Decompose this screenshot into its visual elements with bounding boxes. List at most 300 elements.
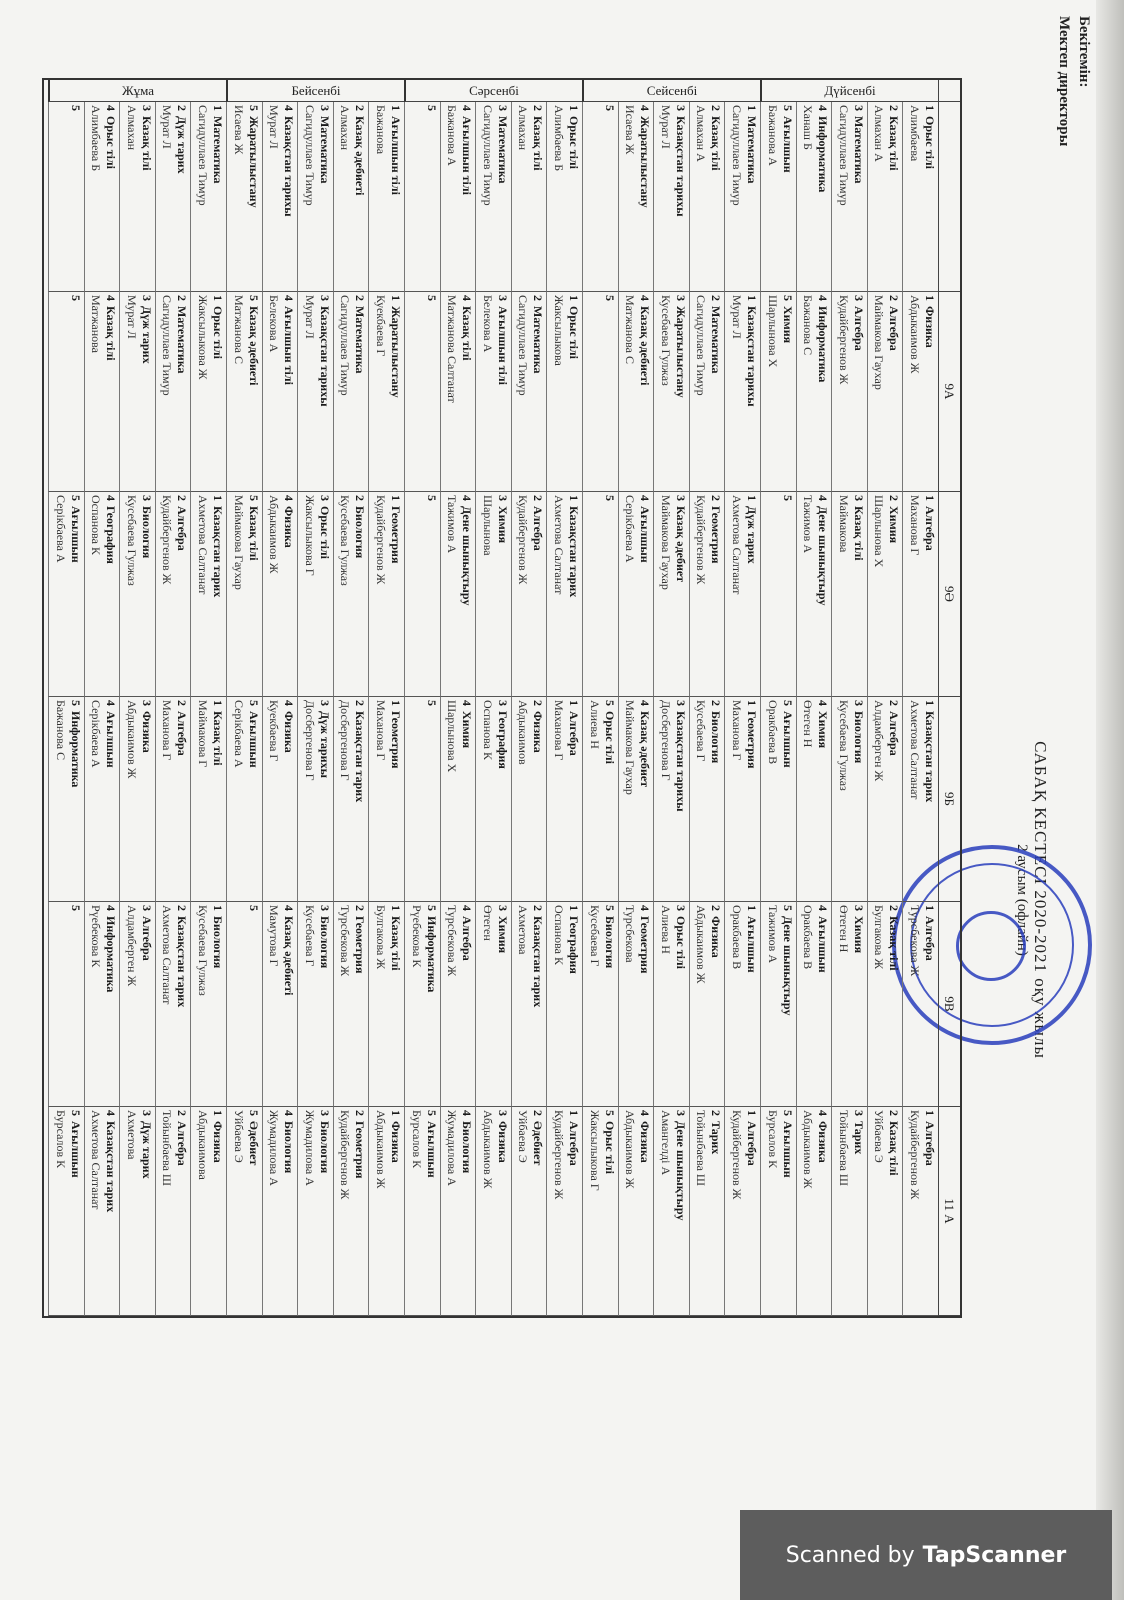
lesson-number: 2 xyxy=(531,105,546,111)
lesson-number: 5 xyxy=(780,295,795,301)
lesson-cell xyxy=(902,492,938,697)
lesson-cell xyxy=(475,292,511,492)
lesson-number: 4 xyxy=(104,495,119,501)
lesson-cell xyxy=(760,697,796,902)
lesson-number: 4 xyxy=(282,495,297,501)
lesson-subject xyxy=(744,1110,759,1312)
lesson-subject xyxy=(744,700,759,898)
teacher-name: Мурат Л xyxy=(302,295,317,339)
teacher-name: Алдамберген Ж xyxy=(872,700,887,782)
subject-name: Ағылшын тілі xyxy=(282,306,297,385)
subject-name: Казақ әдебиеті xyxy=(246,306,261,386)
subject-name: Казақ тілі xyxy=(246,506,261,561)
lesson-cell xyxy=(48,292,84,492)
lesson-subject xyxy=(352,1110,367,1312)
subject-name: Ағылшын xyxy=(104,711,119,768)
lesson-cell xyxy=(262,902,298,1107)
lesson-subject xyxy=(424,1110,439,1312)
subject-name: Химия xyxy=(851,916,866,954)
subject-name: Физика xyxy=(211,1121,225,1163)
lesson-subject xyxy=(174,495,189,693)
teacher-name: Серікбаева А xyxy=(231,700,246,768)
teacher-name: Ахметова xyxy=(516,905,531,955)
lesson-number: 2 xyxy=(887,105,902,111)
lesson-number: 2 xyxy=(353,295,368,301)
teacher-name: Рүебекова К xyxy=(89,905,104,968)
lesson-number: 2 xyxy=(709,700,724,706)
lesson-number: 1 xyxy=(567,105,581,111)
subject-name: Ағылшын xyxy=(780,1121,795,1178)
teacher-name: Абдыкаимов xyxy=(516,700,531,765)
scanner-brand: TapScanner xyxy=(922,1542,1067,1568)
lesson-subject xyxy=(139,1110,154,1312)
subject-name: Орыс тілі xyxy=(211,306,225,359)
teacher-name: Матжанова С xyxy=(623,295,638,364)
lesson-subject xyxy=(602,495,617,693)
subject-name: Ағылшын xyxy=(638,506,653,563)
lesson-subject xyxy=(459,295,474,488)
lesson-cell xyxy=(368,902,404,1107)
lesson-subject xyxy=(246,1110,261,1312)
lesson-number: 5 xyxy=(602,700,617,706)
subject-name: Тарих xyxy=(851,1121,866,1155)
lesson-subject xyxy=(424,905,439,1103)
lesson-subject xyxy=(815,1110,830,1312)
lesson-subject xyxy=(174,105,189,288)
teacher-name: Алмахан xyxy=(124,105,139,151)
lesson-cell xyxy=(262,292,298,492)
teacher-name: Жаксылыкова Ж xyxy=(196,295,210,380)
teacher-name: Алдамберген Ж xyxy=(124,905,139,987)
teacher-name: Куекбаева Г xyxy=(267,700,282,762)
lesson-cell xyxy=(297,902,333,1107)
teacher-name: Кудайбергенов Ж xyxy=(730,1110,744,1200)
subject-name: Математика xyxy=(531,306,546,374)
subject-name: Физика xyxy=(638,1121,653,1163)
subject-name: Алгебра xyxy=(175,506,190,551)
lesson-cell xyxy=(48,697,84,902)
lesson-cell xyxy=(796,902,832,1107)
subject-name: Биология xyxy=(353,506,368,559)
subject-name: Физика xyxy=(923,306,937,348)
subject-name: Тарих xyxy=(709,1121,724,1155)
lesson-cell xyxy=(689,492,725,697)
lesson-subject xyxy=(103,905,118,1103)
lesson-number: 1 xyxy=(745,295,759,301)
lesson-cell xyxy=(440,902,476,1107)
lesson-subject xyxy=(459,1110,474,1312)
teacher-name: Досбергенова Г xyxy=(302,700,317,781)
lesson-subject xyxy=(281,105,296,288)
lesson-number: 5 xyxy=(424,700,439,706)
teacher-name: Уйбаева Э xyxy=(872,1110,887,1163)
lesson-number: 4 xyxy=(460,295,475,301)
lesson-number: 5 xyxy=(424,105,439,111)
lesson-subject xyxy=(68,495,83,693)
lesson-subject xyxy=(210,295,225,488)
lesson-subject xyxy=(530,1110,545,1312)
lesson-cell xyxy=(689,1107,725,1316)
lesson-cell xyxy=(582,292,618,492)
lesson-cell xyxy=(155,292,191,492)
subject-name: Ағылшын тілі xyxy=(389,116,403,195)
lesson-subject xyxy=(68,905,83,1103)
lesson-subject xyxy=(495,295,510,488)
lesson-number: 5 xyxy=(602,495,617,501)
teacher-name: Кудайбергенов Ж xyxy=(160,495,175,585)
lesson-cell xyxy=(368,492,404,697)
lesson-cell xyxy=(760,292,796,492)
lesson-subject xyxy=(780,700,795,898)
lesson-number: 4 xyxy=(816,1110,831,1116)
lesson-cell xyxy=(618,697,654,902)
lesson-subject xyxy=(673,105,688,288)
lesson-subject xyxy=(673,295,688,488)
subject-name: Орыс тілі xyxy=(602,1121,617,1174)
lesson-cell xyxy=(902,292,938,492)
lesson-number: 1 xyxy=(389,495,403,501)
lesson-cell xyxy=(760,1107,796,1316)
teacher-name: Уйбаева Э xyxy=(231,1110,246,1163)
teacher-name: Бажанова xyxy=(374,105,388,155)
lesson-cell xyxy=(48,102,84,292)
lesson-subject xyxy=(388,700,403,898)
teacher-name: Сагидуллаев Тимур xyxy=(730,105,744,206)
teacher-name: Мурат Л xyxy=(267,105,282,149)
teacher-name: Абдыкаимов Ж xyxy=(267,495,282,574)
subject-name: Казақ тілі xyxy=(887,116,902,171)
subject-name: Казақ әдебиет xyxy=(638,711,653,788)
lesson-cell xyxy=(760,492,796,697)
lesson-cell xyxy=(440,697,476,902)
subject-name: Казақстан тарих xyxy=(567,506,581,598)
lesson-subject xyxy=(246,105,261,288)
teacher-name: Оракбаева В xyxy=(765,700,780,765)
lesson-number: 4 xyxy=(460,700,475,706)
subject-name: Математика xyxy=(745,116,759,184)
lesson-number: 4 xyxy=(282,905,297,911)
lesson-number: 5 xyxy=(780,700,795,706)
lesson-subject xyxy=(566,495,581,693)
lesson-number: 1 xyxy=(923,295,937,301)
lesson-subject xyxy=(424,295,439,488)
lesson-cell xyxy=(333,102,369,292)
lesson-number: 2 xyxy=(887,1110,902,1116)
teacher-name: Серікбаева А xyxy=(53,495,68,563)
subject-name: Жаратылыстану xyxy=(389,306,403,398)
subject-name: Физика xyxy=(282,506,297,548)
subject-name: Математика xyxy=(211,116,225,184)
teacher-name: Абдыкаимов Ж xyxy=(694,905,709,984)
teacher-name: Кусебаева Гулжаз xyxy=(124,495,139,586)
lesson-subject xyxy=(851,1110,866,1312)
subject-name: Математика xyxy=(175,306,190,374)
lesson-subject xyxy=(139,700,154,898)
lesson-cell xyxy=(796,102,832,292)
lesson-number: 1 xyxy=(211,105,225,111)
lesson-cell xyxy=(831,1107,867,1316)
teacher-name: Белекова А xyxy=(480,295,495,353)
subject-name: Математика xyxy=(851,116,866,184)
teacher-name: Маймакова xyxy=(836,495,851,553)
lesson-cell xyxy=(475,492,511,697)
lesson-number: 3 xyxy=(139,700,154,706)
teacher-name: Бажанова С xyxy=(53,700,68,761)
lesson-cell xyxy=(867,492,903,697)
lesson-number: 5 xyxy=(424,495,439,501)
subject-name: Ағылшын xyxy=(246,711,261,768)
lesson-number: 2 xyxy=(531,495,546,501)
teacher-name: Кудайбергенов Ж xyxy=(374,495,388,585)
lesson-subject xyxy=(210,105,225,288)
lesson-number: 3 xyxy=(139,105,154,111)
lesson-cell xyxy=(867,1107,903,1316)
lesson-cell xyxy=(653,292,689,492)
teacher-name: Кусебаева Гулжаз xyxy=(338,495,353,586)
lesson-cell xyxy=(190,697,226,902)
subject-name: Дүж тарих xyxy=(139,1121,154,1179)
lesson-subject xyxy=(780,495,795,693)
lesson-cell xyxy=(689,902,725,1107)
subject-name: Физика xyxy=(531,711,546,753)
lesson-cell xyxy=(511,102,547,292)
lesson-cell xyxy=(226,102,262,292)
lesson-cell xyxy=(262,102,298,292)
subject-name: Орыс тілі xyxy=(104,116,119,169)
lesson-subject xyxy=(495,105,510,288)
colhead-class: 9Б xyxy=(938,697,960,902)
subject-name: Физика xyxy=(139,711,154,753)
lesson-cell xyxy=(511,292,547,492)
subject-name: Дене шынықтыру xyxy=(780,916,795,1016)
lesson-number: 5 xyxy=(246,700,261,706)
lesson-subject xyxy=(708,700,723,898)
lesson-number: 3 xyxy=(673,295,688,301)
lesson-cell xyxy=(48,492,84,697)
lesson-number: 5 xyxy=(68,1110,83,1116)
lesson-subject xyxy=(388,905,403,1103)
teacher-name: Мамутова Г xyxy=(267,905,282,967)
lesson-cell xyxy=(190,1107,226,1316)
lesson-number: 1 xyxy=(923,700,937,706)
lesson-cell xyxy=(119,697,155,902)
lesson-number: 2 xyxy=(709,1110,724,1116)
lesson-subject xyxy=(886,905,901,1103)
teacher-name: Жумадилова А xyxy=(302,1110,317,1186)
teacher-name: Сагидуллаев Тимур xyxy=(302,105,317,206)
lesson-cell xyxy=(760,902,796,1107)
subject-name: Казақ тілі xyxy=(139,116,154,171)
subject-name: Биология xyxy=(211,916,225,969)
lesson-number: 4 xyxy=(638,495,653,501)
lesson-subject xyxy=(637,1110,652,1312)
lesson-number: 3 xyxy=(139,495,154,501)
subject-name: Дүж тарихы xyxy=(317,711,332,778)
teacher-name: Абдыкаимов Ж xyxy=(124,700,139,779)
teacher-name: Кусебаева Гулжаз xyxy=(658,295,673,386)
lesson-subject xyxy=(68,295,83,488)
lesson-cell xyxy=(119,1107,155,1316)
teacher-name: Турсбекова Ж xyxy=(445,905,460,977)
lesson-subject xyxy=(281,700,296,898)
lesson-number: 3 xyxy=(139,295,154,301)
subject-name: Физика xyxy=(282,711,297,753)
lesson-subject xyxy=(352,495,367,693)
subject-name: Алгебра xyxy=(923,506,937,551)
lesson-subject xyxy=(780,905,795,1103)
lesson-number: 2 xyxy=(531,1110,546,1116)
lesson-subject xyxy=(637,105,652,288)
lesson-subject xyxy=(566,295,581,488)
subject-name: Геометрия xyxy=(353,916,368,974)
teacher-name: Абдыкаимова xyxy=(196,1110,210,1180)
teacher-name: Өтеген Н xyxy=(836,905,851,953)
lesson-number: 4 xyxy=(816,295,831,301)
lesson-cell xyxy=(404,102,440,292)
lesson-subject xyxy=(780,295,795,488)
subject-name: Ағылшын xyxy=(68,1121,83,1178)
teacher-name: Алиева Н xyxy=(658,905,673,954)
subject-name: География xyxy=(567,916,581,974)
lesson-cell xyxy=(84,697,120,902)
teacher-name: Шарлынова Х xyxy=(765,295,780,368)
lesson-number: 3 xyxy=(317,905,332,911)
lesson-subject xyxy=(68,1110,83,1312)
lesson-cell xyxy=(190,102,226,292)
lesson-subject xyxy=(708,295,723,488)
teacher-name: Тойынбаева Ш xyxy=(160,1110,175,1187)
lesson-cell xyxy=(618,902,654,1107)
lesson-number: 2 xyxy=(175,1110,190,1116)
lesson-cell xyxy=(796,1107,832,1316)
teacher-name: Жаксылыкова Г xyxy=(587,1110,602,1191)
teacher-name: Мурат Л xyxy=(124,295,139,339)
lesson-subject xyxy=(673,905,688,1103)
lesson-subject xyxy=(424,495,439,693)
lesson-cell xyxy=(404,697,440,902)
teacher-name: Алимбаева Б xyxy=(552,105,566,172)
teacher-name: Бурсалов К xyxy=(53,1110,68,1169)
lesson-number: 1 xyxy=(211,905,225,911)
subject-name: Ағылшын тілі xyxy=(495,306,510,385)
subject-name: Дене шынықтыру xyxy=(460,506,475,606)
scanner-watermark xyxy=(740,1510,1112,1600)
lesson-cell xyxy=(190,292,226,492)
teacher-name: Турсбекова Ж xyxy=(338,905,353,977)
lesson-number: 1 xyxy=(389,105,403,111)
lesson-cell xyxy=(155,102,191,292)
teacher-name: Шарлынова Х xyxy=(445,700,460,773)
subject-name: Биология xyxy=(282,1121,297,1174)
lesson-number: 1 xyxy=(567,700,581,706)
lesson-cell xyxy=(582,1107,618,1316)
lesson-number: 2 xyxy=(709,905,724,911)
teacher-name: Өтеген Н xyxy=(801,700,816,748)
teacher-name: Маймакова Г xyxy=(196,700,210,768)
lesson-number: 4 xyxy=(104,905,119,911)
lesson-cell xyxy=(297,492,333,697)
lesson-subject xyxy=(424,700,439,898)
lesson-number: 3 xyxy=(673,1110,688,1116)
lesson-subject xyxy=(886,495,901,693)
lesson-cell xyxy=(511,492,547,697)
lesson-number: 4 xyxy=(816,905,831,911)
subject-name: Казақ тілі xyxy=(389,916,403,971)
teacher-name: Турсбекова xyxy=(623,905,638,963)
teacher-name: Мурат Л xyxy=(160,105,175,149)
subject-name: Ағылшын xyxy=(68,506,83,563)
lesson-cell xyxy=(724,697,760,902)
teacher-name: Ахметова Салтанат xyxy=(908,700,922,800)
lesson-subject xyxy=(851,295,866,488)
lesson-cell xyxy=(831,292,867,492)
lesson-subject xyxy=(602,105,617,288)
lesson-number: 1 xyxy=(923,905,937,911)
lesson-cell xyxy=(333,292,369,492)
lesson-subject xyxy=(922,700,937,898)
lesson-cell xyxy=(119,902,155,1107)
lesson-subject xyxy=(637,700,652,898)
lesson-subject xyxy=(281,295,296,488)
colhead-corner xyxy=(938,80,960,102)
lesson-subject xyxy=(708,105,723,288)
lesson-number: 4 xyxy=(282,1110,297,1116)
lesson-subject xyxy=(886,1110,901,1312)
lesson-subject xyxy=(174,905,189,1103)
teacher-name: Маймакова Гаухар xyxy=(623,700,638,795)
teacher-name: Маймакова Гаухар xyxy=(231,495,246,590)
lesson-cell xyxy=(760,102,796,292)
lesson-cell xyxy=(119,492,155,697)
lesson-number: 1 xyxy=(567,295,581,301)
lesson-number: 4 xyxy=(282,700,297,706)
lesson-subject xyxy=(530,700,545,898)
teacher-name: Ахметова xyxy=(124,1110,139,1160)
lesson-cell xyxy=(226,292,262,492)
lesson-number: 5 xyxy=(246,295,261,301)
subject-name: Казақстан тарихы xyxy=(673,711,688,812)
lesson-subject xyxy=(210,905,225,1103)
lesson-number: 4 xyxy=(104,295,119,301)
lesson-number: 1 xyxy=(923,105,937,111)
lesson-number: 5 xyxy=(602,295,617,301)
lesson-cell xyxy=(119,292,155,492)
day-label xyxy=(760,80,938,102)
lesson-number: 2 xyxy=(175,495,190,501)
lesson-cell xyxy=(190,492,226,697)
lesson-cell xyxy=(902,902,938,1107)
lesson-cell xyxy=(831,102,867,292)
scanner-prefix: Scanned by xyxy=(785,1542,915,1568)
subject-name: Казақ әдебиеті xyxy=(282,916,297,996)
lesson-cell xyxy=(262,697,298,902)
lesson-number: 1 xyxy=(567,1110,581,1116)
colhead-class: 11 А xyxy=(938,1107,960,1316)
subject-name: Казақ тілі xyxy=(104,306,119,361)
teacher-name: Алмахан xyxy=(516,105,531,151)
lesson-number: 2 xyxy=(175,295,190,301)
subject-name: Биология xyxy=(317,1121,332,1174)
lesson-number: 4 xyxy=(638,295,653,301)
lesson-subject xyxy=(246,700,261,898)
lesson-cell xyxy=(226,492,262,697)
lesson-cell xyxy=(368,292,404,492)
lesson-subject xyxy=(495,905,510,1103)
lesson-cell xyxy=(333,1107,369,1316)
teacher-name: Серікбаева А xyxy=(623,495,638,563)
lesson-number: 3 xyxy=(673,105,688,111)
teacher-name: Ахметова Салтанат xyxy=(160,905,175,1005)
